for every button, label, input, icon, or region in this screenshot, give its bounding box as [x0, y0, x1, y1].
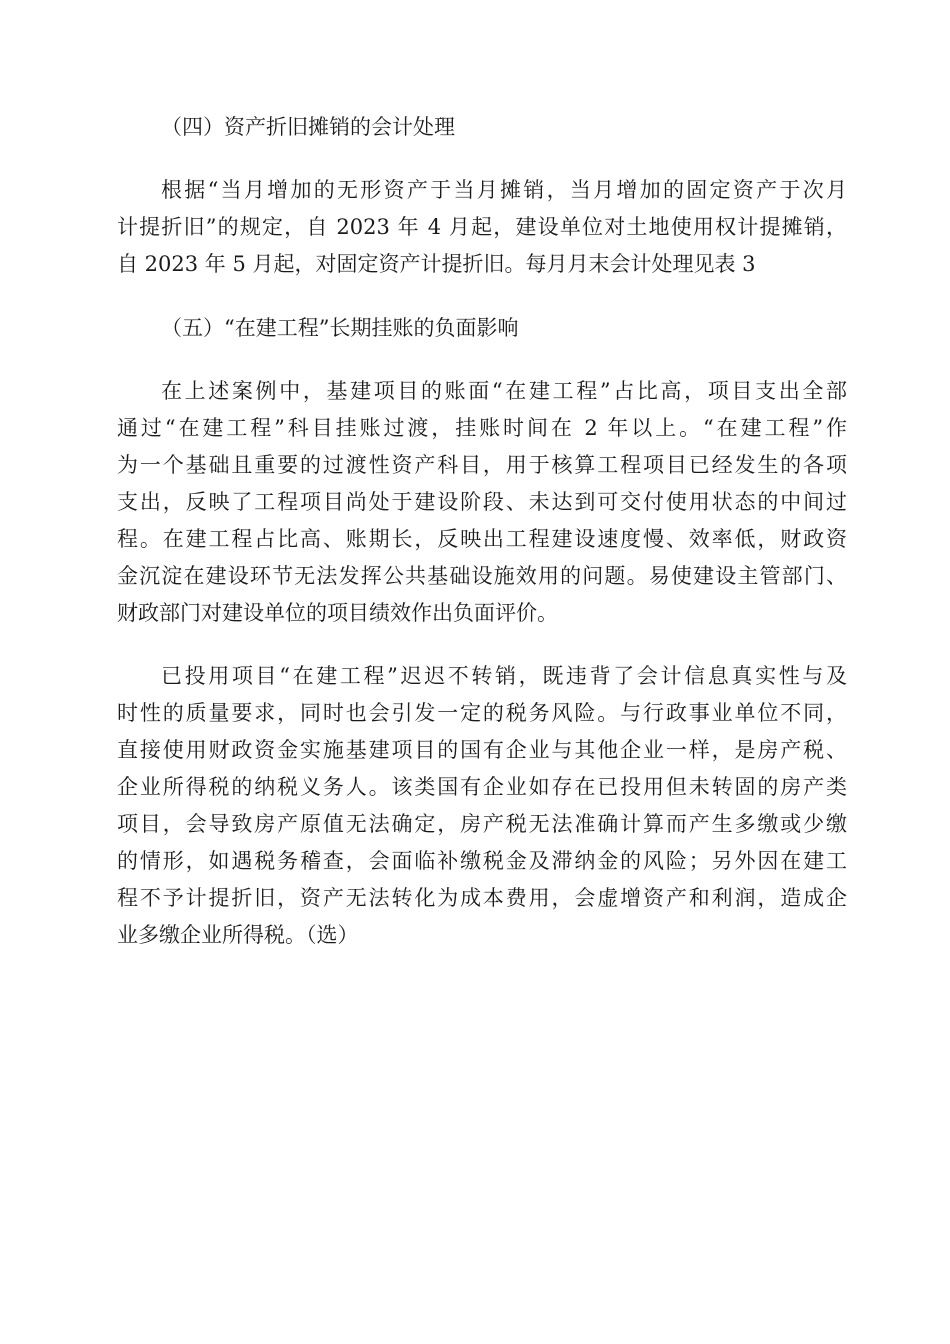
paragraph-line: 的情形，如遇税务稽查，会面临补缴税金及滞纳金的风险；另外因在建工: [117, 849, 847, 873]
paragraph-line: 通过“在建工程”科目挂账过渡，挂账时间在 2 年以上。“在建工程”作: [117, 416, 847, 440]
section-4-heading: （四）资产折旧摊销的会计处理: [161, 115, 455, 139]
paragraph-line: 程。在建工程占比高、账期长，反映出工程建设速度慢、效率低，财政资: [117, 527, 847, 551]
paragraph-line: 在上述案例中，基建项目的账面“在建工程”占比高，项目支出全部: [161, 379, 847, 403]
paragraph-line: 时性的质量要求，同时也会引发一定的税务风险。与行政事业单位不同，: [117, 701, 847, 725]
paragraph-line: 计提折旧”的规定，自 2023 年 4 月起，建设单位对土地使用权计提摊销，: [117, 215, 847, 239]
paragraph-line: 财政部门对建设单位的项目绩效作出负面评价。: [117, 601, 558, 625]
paragraph-line: 自 2023 年 5 月起，对固定资产计提折旧。每月月末会计处理见表 3: [117, 252, 756, 276]
section-5-paragraph-1: [117, 373, 847, 632]
section-4-paragraph: [117, 172, 847, 283]
paragraph-line: 企业所得税的纳税义务人。该类国有企业如存在已投用但未转固的房产类: [117, 775, 847, 799]
paragraph-line: 支出，反映了工程项目尚处于建设阶段、未达到可交付使用状态的中间过: [117, 490, 847, 514]
document-body: [117, 108, 847, 980]
section-5-paragraph-2: [117, 658, 847, 954]
paragraph-line: 金沉淀在建设环节无法发挥公共基础设施效用的问题。易使建设主管部门、: [117, 564, 847, 588]
paragraph-line: 业多缴企业所得税。（选）: [117, 923, 359, 947]
paragraph-line: 为一个基础且重要的过渡性资产科目，用于核算工程项目已经发生的各项: [117, 453, 847, 477]
section-5-heading: （五）“在建工程”长期挂账的负面影响: [161, 316, 519, 340]
paragraph-line: 项目，会导致房产原值无法确定，房产税无法准确计算而产生多缴或少缴: [117, 812, 847, 836]
paragraph-line: 程不予计提折旧，资产无法转化为成本费用，会虚增资产和利润，造成企: [117, 886, 847, 910]
paragraph-line: 已投用项目“在建工程”迟迟不转销，既违背了会计信息真实性与及: [161, 664, 847, 688]
paragraph-line: 根据“当月增加的无形资产于当月摊销，当月增加的固定资产于次月: [161, 178, 847, 202]
paragraph-line: 直接使用财政资金实施基建项目的国有企业与其他企业一样，是房产税、: [117, 738, 847, 762]
